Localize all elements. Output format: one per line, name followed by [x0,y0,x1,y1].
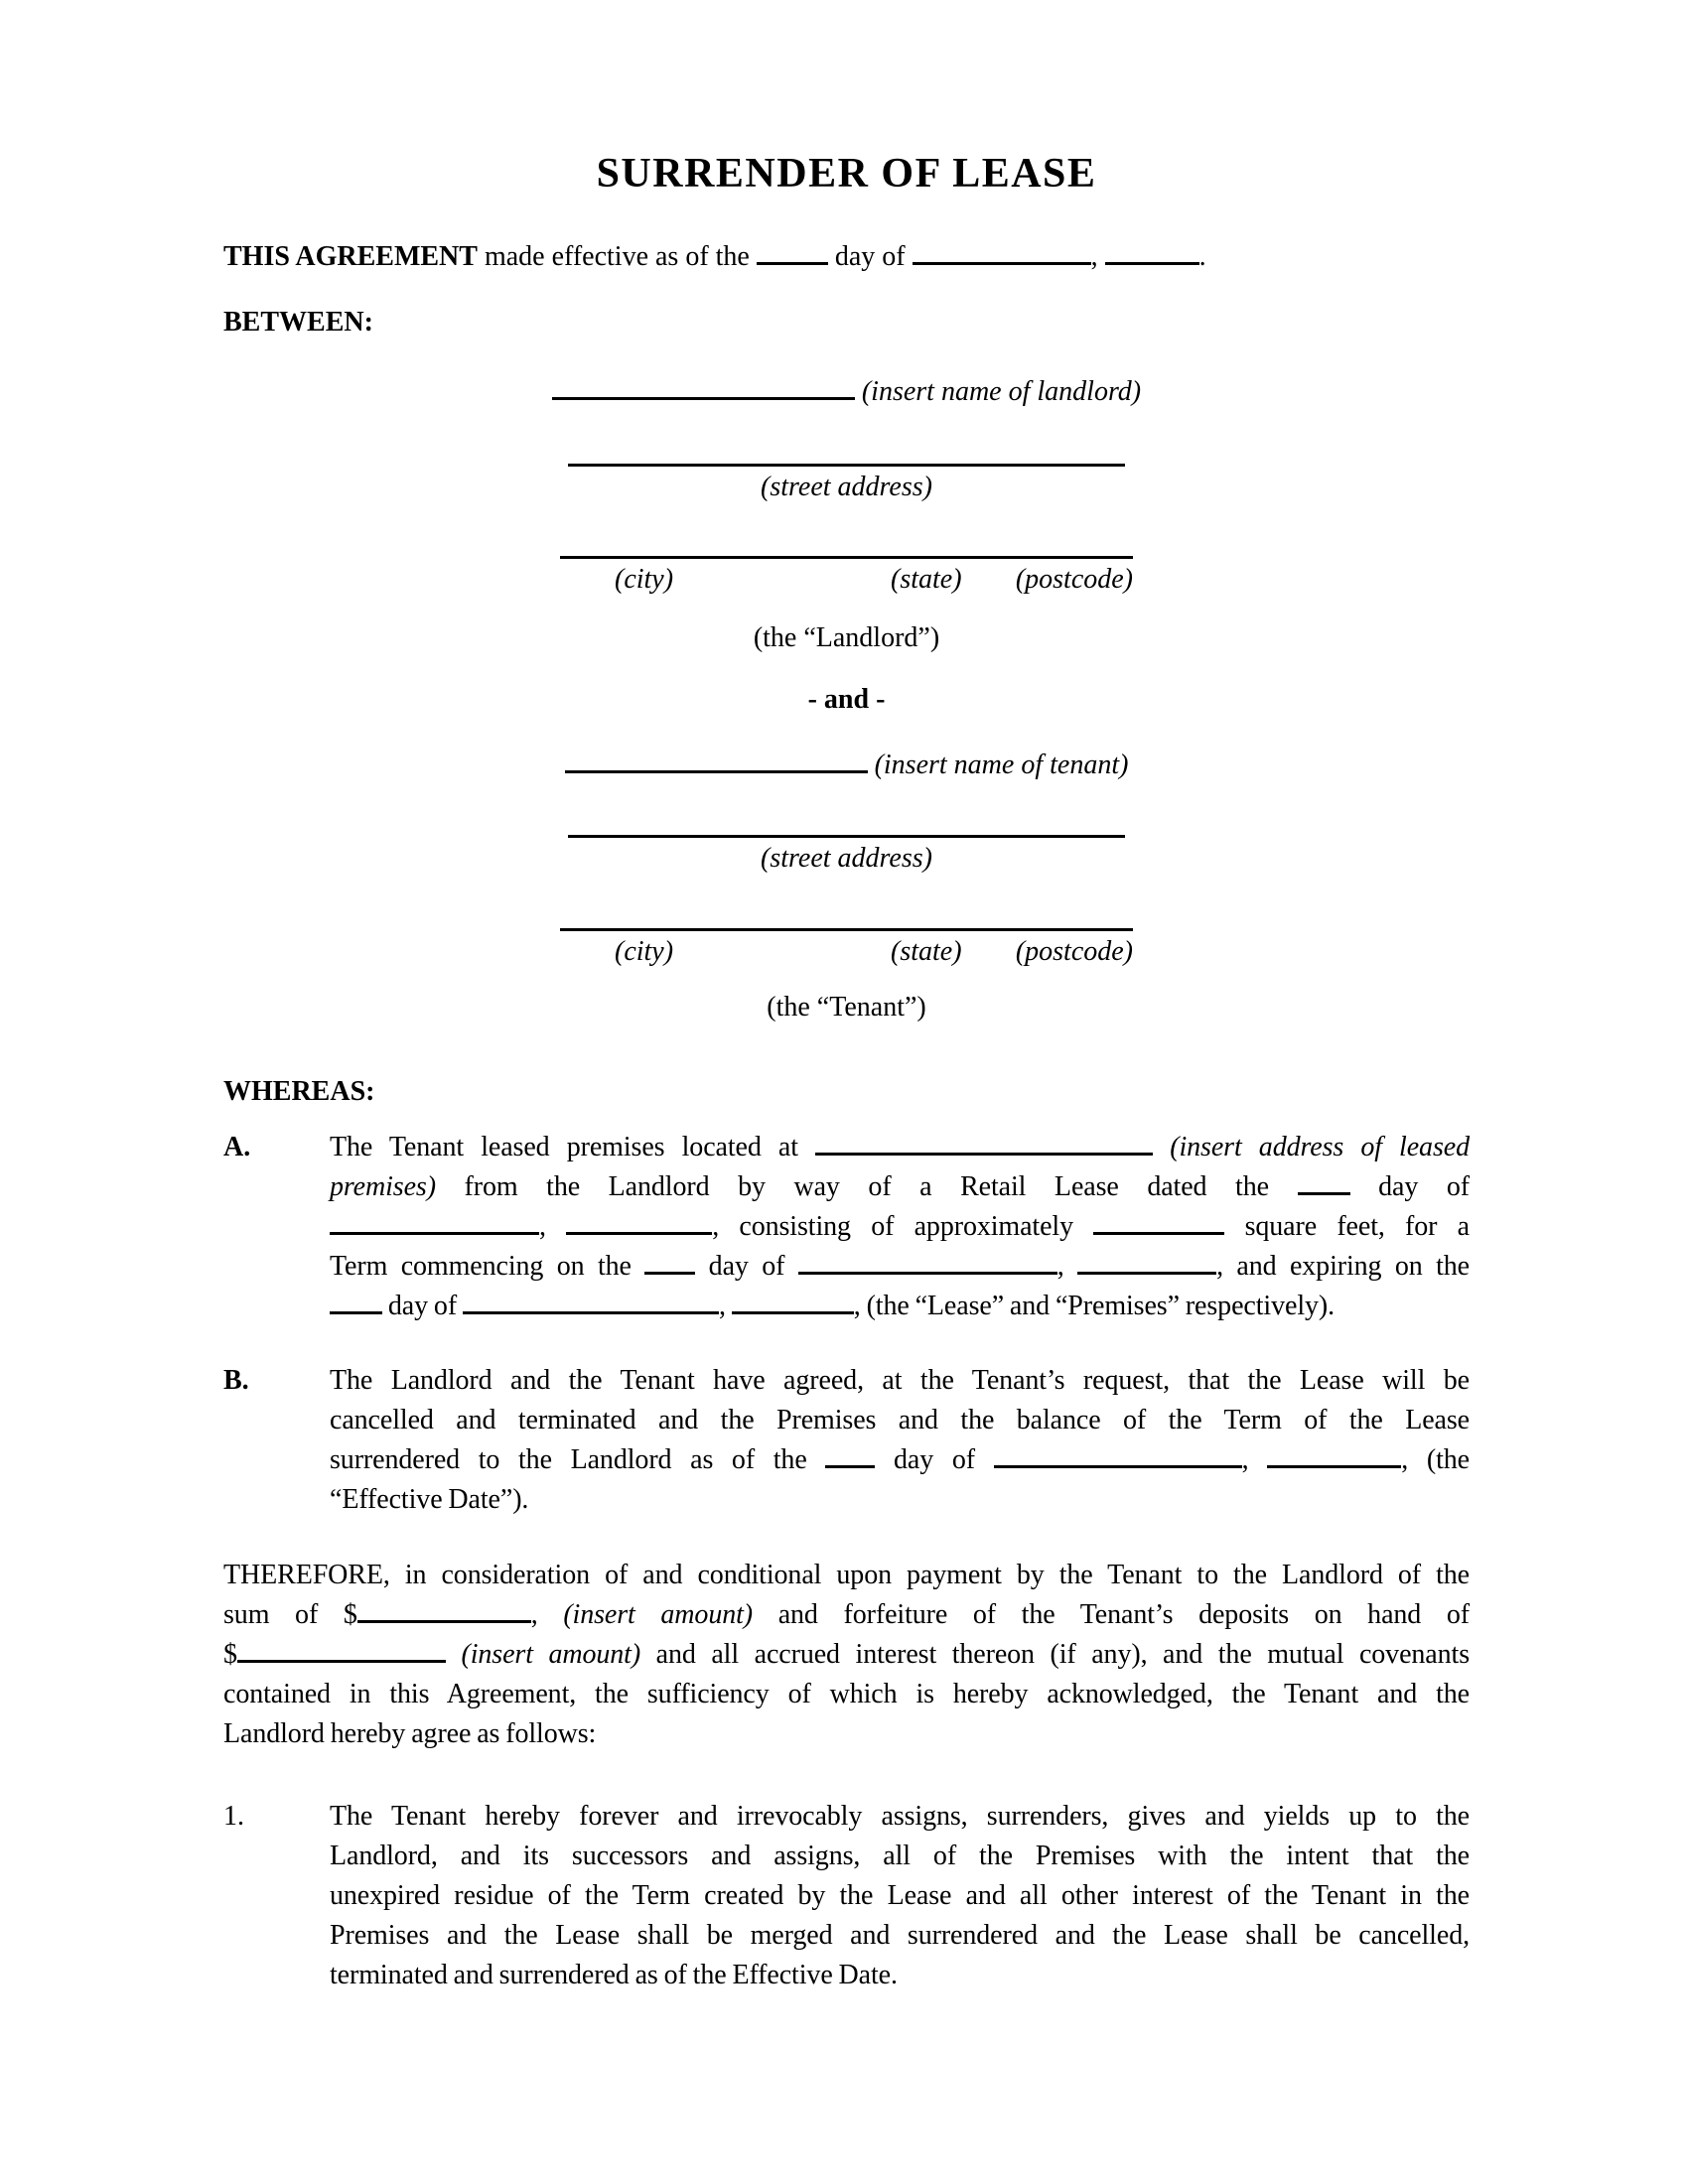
clause-1-line-5 [330,1956,1470,1995]
landlord-postcode-label: (postcode) [1015,564,1133,595]
text-segment: , [1056,1251,1078,1282]
tenant-street-address-line [568,795,1125,838]
text-segment: Landlord hereby agree as follows: [223,1718,597,1749]
text-segment: day of [827,241,913,272]
fill-in-blank [330,1218,539,1235]
fill-in-blank [644,1258,695,1275]
fill-in-blank [1093,1218,1224,1235]
text-segment: THEREFORE, in consideration of and conditional upon payment by the Tenant to the Landlord of the [223,1560,1470,1590]
recital-b-line-1 [330,1361,1470,1401]
recital-b [223,1361,1470,1520]
text-segment: . [1198,241,1206,272]
text-segment: cancelled and terminated and the Premises and the balance of the Term of the Lease [330,1405,1470,1435]
fill-in-blank [237,1646,446,1663]
whereas-label: WHEREAS: [223,1076,375,1107]
fill-in-blank [815,1139,1153,1156]
fill-in-blank [1105,248,1199,265]
text-segment: Landlord, and its successors and assigns, all of the Premises with the intent that the [330,1841,1470,1871]
text-segment: Premises and the Lease shall be merged and surrendered and the Lease shall be cancelled, [330,1920,1470,1951]
fill-in-blank [357,1606,531,1623]
fill-in-blank [1298,1178,1350,1195]
text-segment: , [718,1291,732,1321]
text-segment: square feet, for a [1224,1211,1471,1242]
text-segment: terminated and surrendered as of the Effective Date. [330,1960,898,1990]
text-segment: Term commencing on the [330,1251,645,1282]
text-segment: $ [223,1639,237,1670]
document-title: SURRENDER OF LEASE [596,151,1097,197]
text-segment: , [1241,1444,1268,1475]
between-label: BETWEEN: [223,307,373,338]
and-separator: - and - [807,684,886,715]
tenant-city-state-postcode-labels [560,931,1133,973]
text-segment: day of [695,1251,798,1282]
tenant-street-address-label: (street address) [761,843,932,874]
therefore-line-3 [223,1635,1470,1675]
clause-1-line-2 [330,1837,1470,1876]
fill-in-blank [825,1451,875,1468]
recital-a-line-4 [330,1247,1470,1287]
text-segment: , [539,1211,567,1242]
fill-in-blank [1267,1451,1401,1468]
text-segment: The Tenant hereby forever and irrevocably assigns, surrenders, gives and yields up to the [330,1801,1470,1832]
text-segment-italic: (insert amount) [563,1599,754,1630]
landlord-alias-label: (the “Landlord”) [753,622,940,653]
recital-b-line-3 [330,1440,1470,1480]
recital-a-line-5 [330,1287,1470,1326]
recital-a-line-3 [330,1207,1470,1247]
text-segment: contained in this Agreement, the sufficiency of which is hereby acknowledged, the Tenant and the [223,1679,1470,1709]
tenant-postcode-label: (postcode) [1015,936,1133,967]
text-segment: , consisting of approximately [712,1211,1094,1242]
fill-in-blank [566,1218,712,1235]
landlord-city-state-postcode-labels [560,559,1133,601]
text-segment: The Landlord and the Tenant have agreed, at the Tenant’s request, that the Lease will be [330,1365,1470,1396]
text-segment: , [1090,241,1105,272]
therefore-line-4 [223,1675,1470,1714]
text-segment-italic: premises) [330,1171,436,1202]
therefore-line-1 [223,1556,1470,1595]
fill-in-blank [1077,1258,1216,1275]
clause-1-line-3 [330,1876,1470,1916]
text-segment [855,376,862,407]
landlord-block [223,371,1470,659]
tenant-alias-label: (the “Tenant”) [767,992,926,1023]
text-segment-italic: (insert amount) [461,1639,641,1670]
text-segment: day of [382,1291,463,1321]
fill-in-blank [552,383,855,400]
fill-in-blank [463,1297,719,1314]
text-segment: made effective as of the [477,241,757,272]
text-segment: “Effective Date”). [330,1484,529,1515]
fill-in-blank [565,756,868,773]
fill-in-blank [798,1258,1057,1275]
recital-a-marker: A. [223,1132,251,1162]
text-segment [446,1639,462,1670]
text-segment: from the Landlord by way of a Retail Lease dated the [435,1171,1298,1202]
text-segment: , (the “Lease” and “Premises” respectively). [853,1291,1336,1321]
tenant-state-label: (state) [891,936,962,967]
tenant-name-line [223,745,1470,786]
text-segment: and all accrued interest thereon (if any), and the mutual covenants [640,1639,1471,1670]
text-segment [868,750,875,780]
recital-b-line-4 [330,1480,1470,1520]
therefore-line-5 [223,1714,1470,1754]
clause-1-line-4 [330,1916,1470,1956]
text-segment: unexpired residue of the Term created by the Lease and all other interest of the Tenant in the [330,1880,1470,1911]
text-segment: The Tenant leased premises located at [330,1132,816,1162]
text-segment: , and expiring on the [1216,1251,1470,1282]
text-segment: day of [1349,1171,1470,1202]
text-segment-italic: (insert name of tenant) [874,750,1129,780]
tenant-city-state-postcode-line [560,888,1133,931]
recital-b-marker: B. [223,1365,249,1396]
fill-in-blank [732,1297,854,1314]
text-segment-italic: (insert address of leased [1170,1132,1470,1162]
clause-1 [223,1797,1470,1995]
therefore-line-2 [223,1595,1470,1635]
tenant-city-label: (city) [615,936,674,967]
landlord-name-line [223,371,1470,413]
recital-a-line-1 [330,1128,1470,1167]
recital-a-line-2 [330,1167,1470,1207]
clause-1-marker: 1. [223,1801,244,1832]
intro-paragraph [223,236,1470,278]
landlord-street-address-label: (street address) [761,472,932,502]
text-segment: , (the [1401,1444,1470,1475]
recital-b-line-2 [330,1401,1470,1440]
landlord-state-label: (state) [891,564,962,595]
landlord-city-state-postcode-line [560,516,1133,559]
text-segment: surrendered to the Landlord as of the [330,1444,826,1475]
text-segment-bold: THIS AGREEMENT [223,241,478,272]
landlord-street-address-line [568,424,1125,467]
fill-in-blank [994,1451,1242,1468]
clause-1-line-1 [330,1797,1470,1837]
text-segment-italic: (insert name of landlord) [861,376,1142,407]
text-segment: , [530,1599,564,1630]
text-segment: sum of $ [223,1599,357,1630]
fill-in-blank [757,248,828,265]
recital-a [223,1128,1470,1326]
text-segment: day of [875,1444,994,1475]
fill-in-blank [913,248,1091,265]
text-segment: and forfeiture of the Tenant’s deposits on hand of [753,1599,1470,1630]
text-segment [1153,1132,1170,1162]
landlord-city-label: (city) [615,564,674,595]
fill-in-blank [330,1297,382,1314]
therefore-paragraph [223,1556,1470,1754]
tenant-block [223,745,1470,1028]
